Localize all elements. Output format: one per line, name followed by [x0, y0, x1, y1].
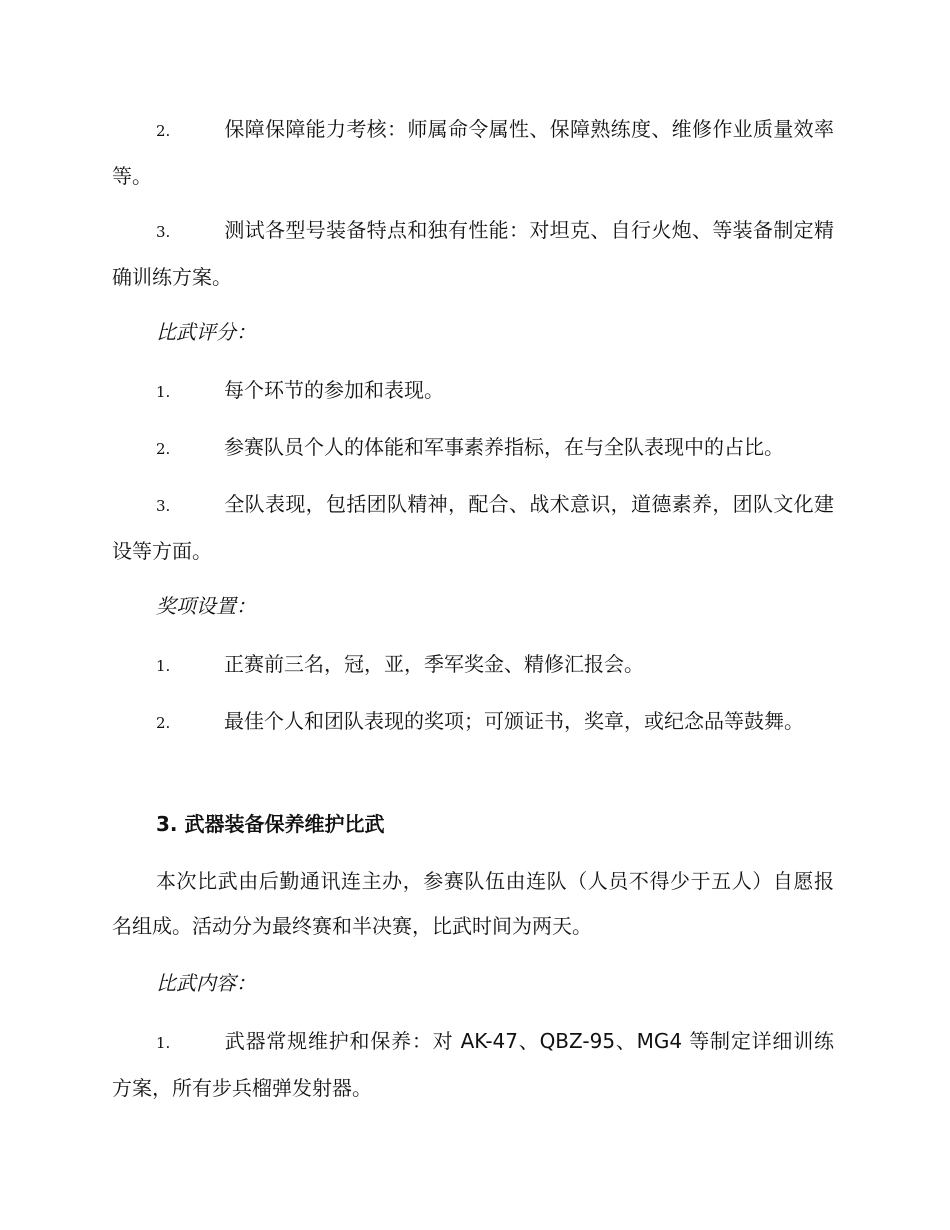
list-item	[112, 1019, 834, 1111]
body-paragraph: 本次比武由后勤通讯连主办，参赛队伍由连队（人员不得少于五人）自愿报名组成。活动分为最终赛和半决赛，比武时间为两天。	[112, 869, 834, 938]
list-text: 每个环节的参加和表现。	[224, 378, 444, 402]
scoring-heading: 比武评分：	[156, 320, 256, 344]
list-item	[112, 208, 834, 300]
list-number: 2.	[156, 440, 171, 458]
awards-heading: 奖项设置：	[156, 594, 256, 618]
list-text: 武器常规维护和保养：对 AK-47、QBZ-95、MG4 等制定详细训练方案，所有步兵榴弹发射器。	[112, 1029, 834, 1100]
list-text: 参赛队员个人的体能和军事素养指标，在与全队表现中的占比。	[224, 435, 784, 459]
list-text: 全队表现，包括团队精神，配合、战术意识，道德素养，团队文化建设等方面。	[112, 492, 834, 563]
list-item	[112, 107, 834, 199]
list-item	[112, 482, 834, 574]
list-number: 2.	[156, 122, 171, 140]
list-text: 最佳个人和团队表现的奖项；可颁证书，奖章，或纪念品等鼓舞。	[224, 709, 804, 733]
list-text: 保障保障能力考核：师属命令属性、保障熟练度、维修作业质量效率等。	[112, 117, 834, 188]
list-item	[112, 425, 834, 472]
list-item	[112, 699, 834, 746]
content-heading: 比武内容：	[156, 971, 256, 995]
section-title: 3. 武器装备保养维护比武	[156, 812, 385, 836]
list-number: 1.	[156, 1034, 171, 1052]
list-item	[112, 642, 834, 689]
list-number: 3.	[156, 223, 171, 241]
list-number: 3.	[156, 497, 171, 515]
list-text: 测试各型号装备特点和独有性能：对坦克、自行火炮、等装备制定精确训练方案。	[112, 218, 834, 289]
list-number: 1.	[156, 657, 171, 675]
list-number: 2.	[156, 714, 171, 732]
list-text: 正赛前三名，冠，亚，季军奖金、精修汇报会。	[224, 652, 644, 676]
list-item	[112, 368, 834, 415]
list-number: 1.	[156, 383, 171, 401]
